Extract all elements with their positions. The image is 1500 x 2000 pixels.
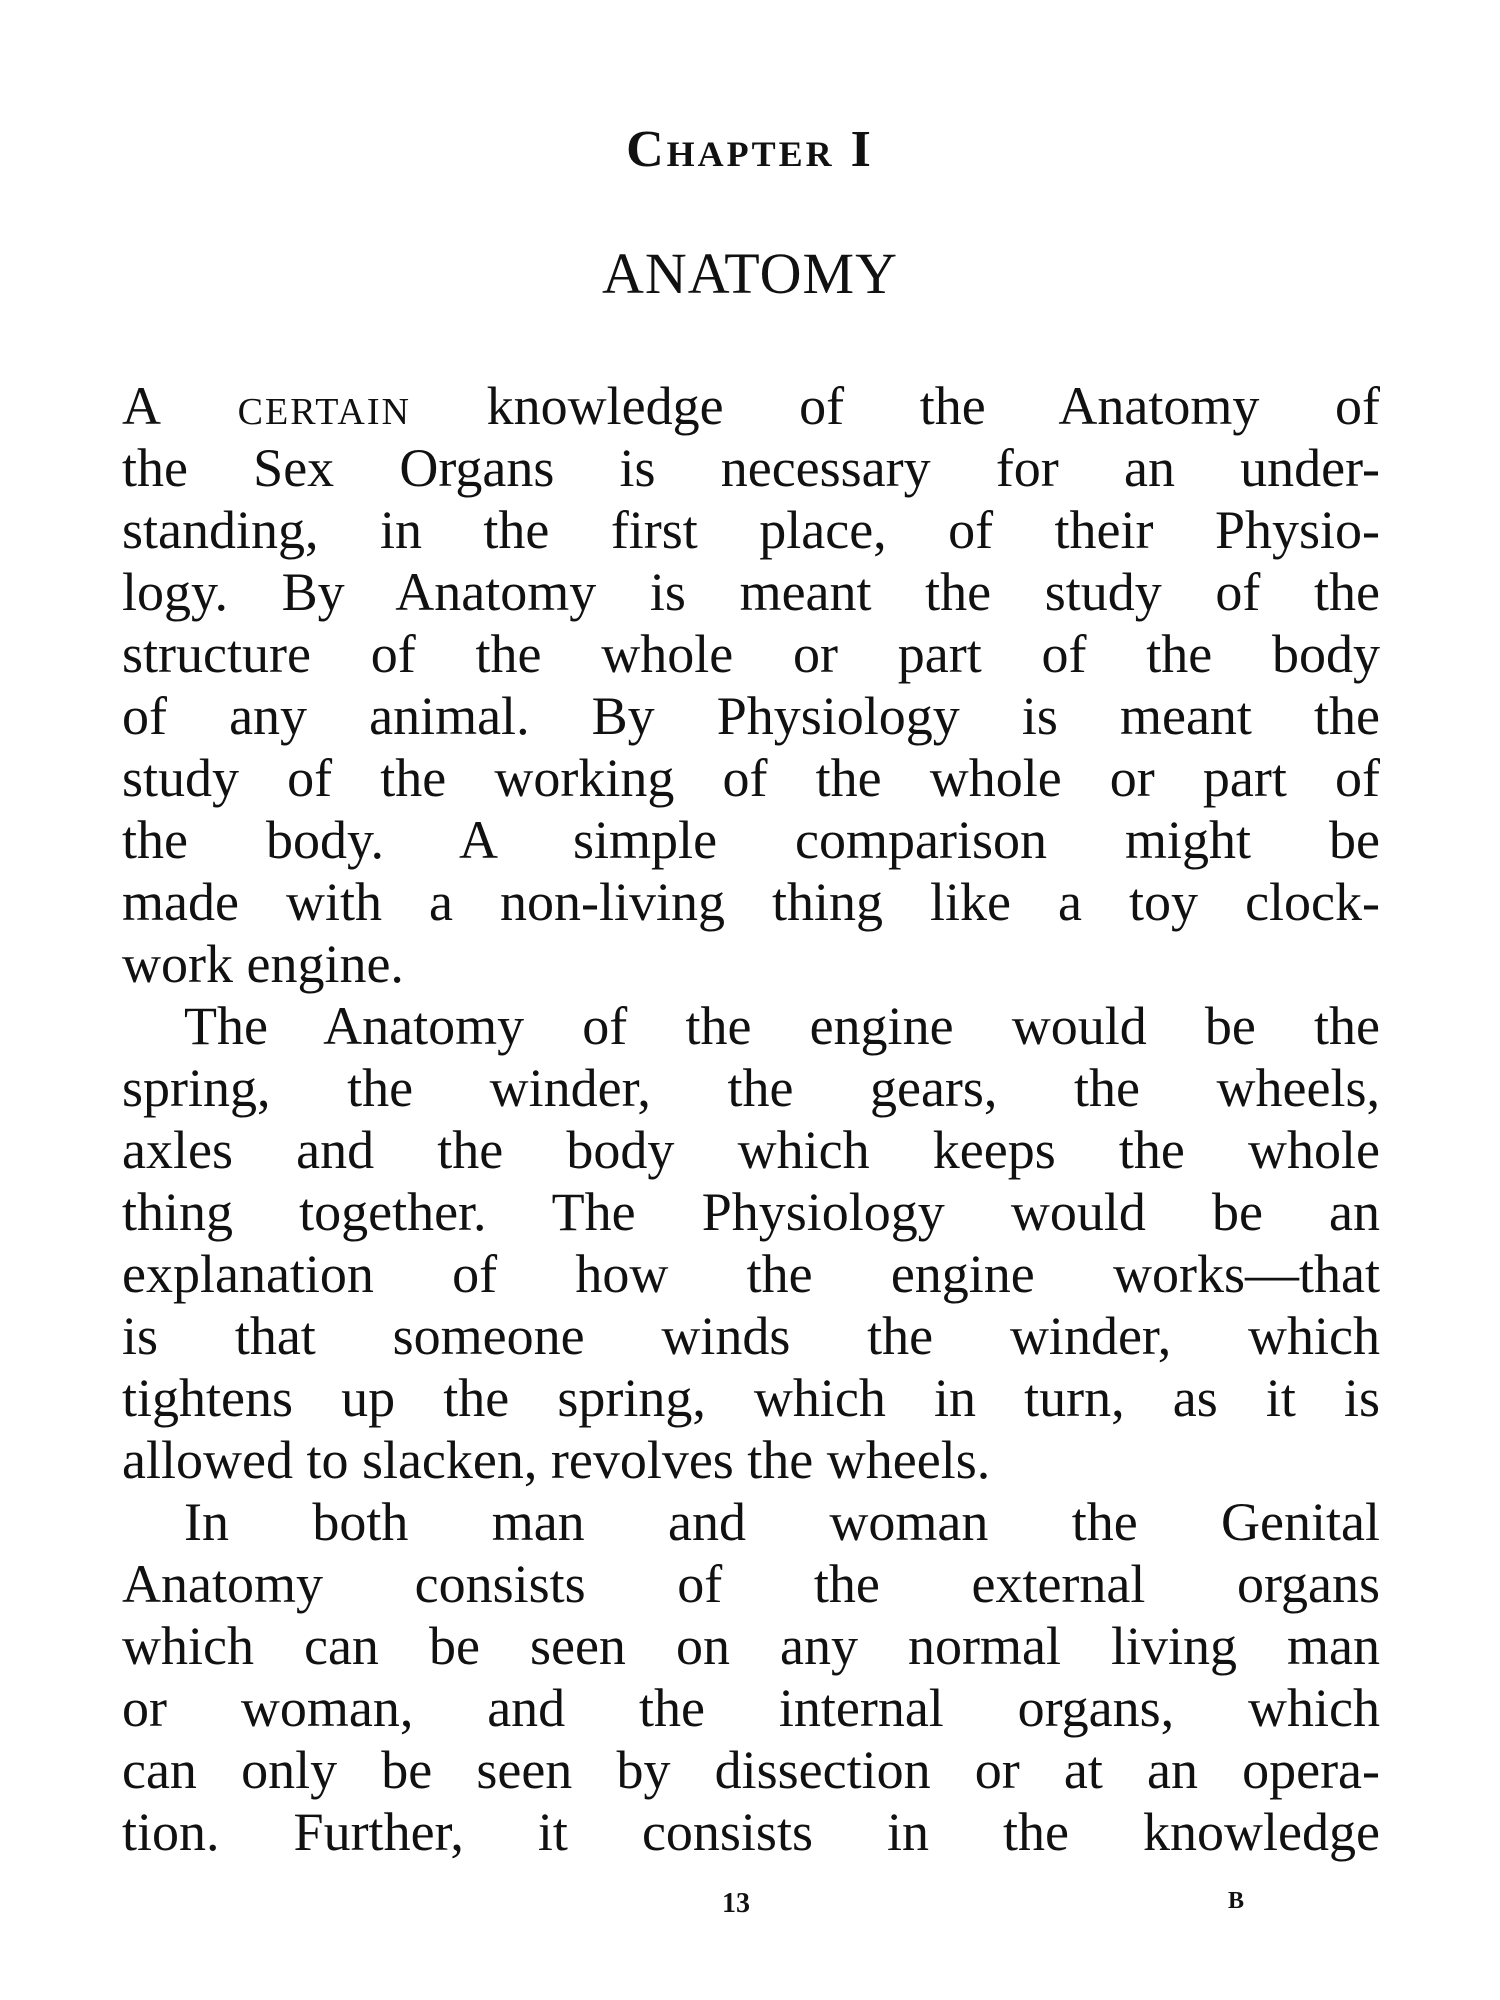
text-line: explanation of how the engine works—that (122, 1244, 1380, 1304)
body-text (122, 375, 1380, 1863)
text-line: allowed to slacken, revolves the wheels. (122, 1430, 991, 1490)
opening-smallcaps: A certain (122, 376, 411, 436)
text-line: The Anatomy of the engine would be the (184, 996, 1380, 1056)
text-line: work engine. (122, 934, 404, 994)
page-footer (0, 1888, 1500, 1928)
chapter-label: Chapter I (626, 121, 874, 178)
text-line: made with a non-living thing like a toy clock- (122, 872, 1380, 932)
text-line: is that someone winds the winder, which (122, 1306, 1380, 1366)
text-line: thing together. The Physiology would be an (122, 1182, 1380, 1242)
text-line: tightens up the spring, which in turn, as it is (122, 1368, 1380, 1428)
text-line (122, 375, 1380, 437)
chapter-title: ANATOMY (602, 241, 898, 306)
text-line: structure of the whole or part of the body (122, 624, 1380, 684)
text-line: logy. By Anatomy is meant the study of the (122, 562, 1380, 622)
text-line-rest: knowledge of the Anatomy of (410, 376, 1380, 436)
text-line: which can be seen on any normal living man (122, 1616, 1380, 1676)
text-line: axles and the body which keeps the whole (122, 1120, 1380, 1180)
text-line: In both man and woman the Genital (184, 1492, 1380, 1552)
text-line: the body. A simple comparison might be (122, 810, 1380, 870)
signature-mark: B (1228, 1888, 1245, 1914)
text-line: standing, in the first place, of their Physio- (122, 500, 1380, 560)
text-line: or woman, and the internal organs, which (122, 1678, 1380, 1738)
text-line: study of the working of the whole or part of (122, 748, 1380, 808)
text-line: of any animal. By Physiology is meant the (122, 686, 1380, 746)
text-line: the Sex Organs is necessary for an under- (122, 438, 1380, 498)
page-number: 13 (722, 1888, 750, 1919)
text-line: tion. Further, it consists in the knowledge (122, 1802, 1380, 1862)
text-line: can only be seen by dissection or at an opera- (122, 1740, 1380, 1800)
text-line: Anatomy consists of the external organs (122, 1554, 1380, 1614)
text-line: spring, the winder, the gears, the wheels, (122, 1058, 1380, 1118)
